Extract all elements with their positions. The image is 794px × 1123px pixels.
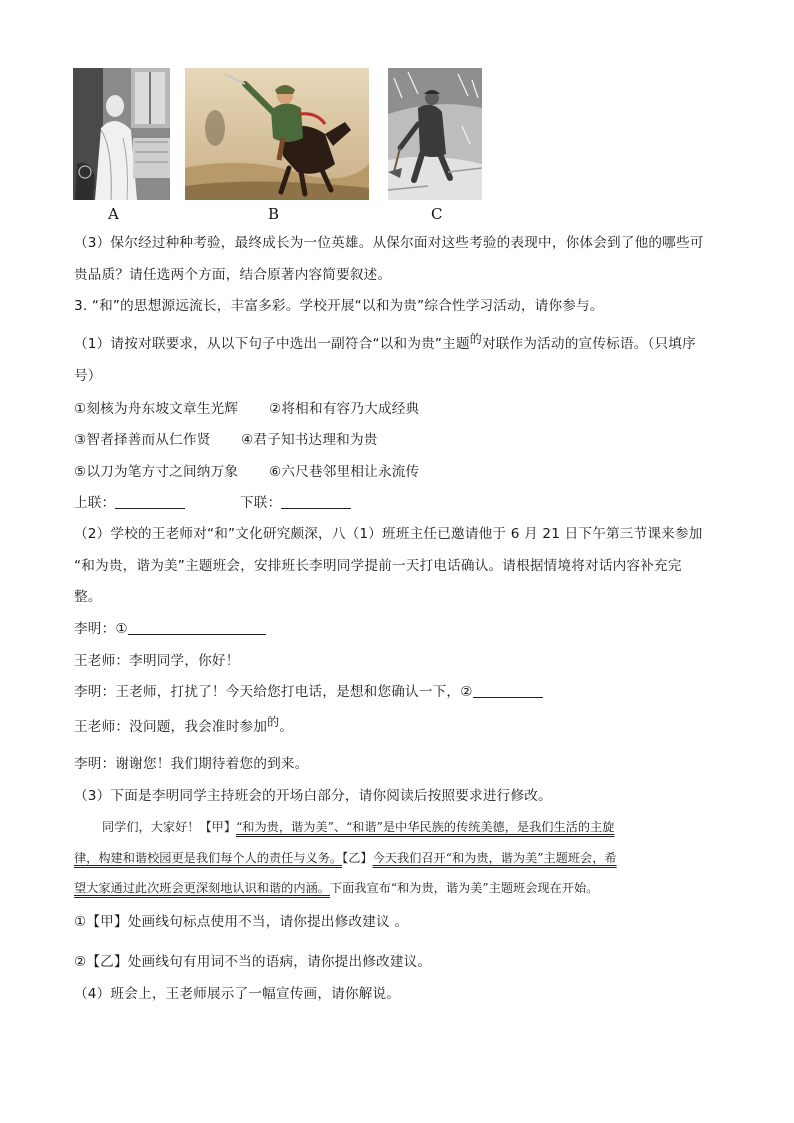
illustration-a [73,68,170,200]
dialog-line-4 [74,715,294,736]
lower-couplet-label: 下联： [240,495,282,511]
dialog-blank-2[interactable] [473,683,543,698]
part-1-prompt-line1 [74,332,696,353]
speech-line-3 [74,879,598,897]
q3-text-line2: 贵品质？请任选两个方面，结合原著内容简要叙述。 [74,267,392,283]
caption-c: C [431,205,443,223]
part-1-prompt-a: （1）请按对联要求，从以下句子中选出一副符合“以和为贵”主题 [74,336,470,352]
lower-couplet-answer [240,494,351,512]
lower-couplet-blank[interactable] [281,494,351,509]
part-2-prompt-line2: “和为贵，谐为美”主题班会，安排班长李明同学提前一天打电话确认。请根据情境将对话内容补充完 [74,558,682,574]
part-2-prompt-line1: （2）学校的王老师对“和”文化研究颇深，八（1）班班主任已邀请他于 6 月 21 日下午第三节课来参加 [74,526,703,542]
illustration-a-drawing [73,68,170,200]
part-2-prompt-line3: 整。 [74,589,102,605]
dialog-line-2: 王老师：李明同学，你好！ [74,653,240,669]
dialog-teacher-reply-de: 的 [267,715,280,729]
speech-closing: 下面我宣布“和为贵，谐为美”主题班会现在开始。 [329,881,599,895]
caption-b: B [268,205,280,223]
question-3-heading: 3. “和”的思想源远流长，丰富多彩。学校开展“以和为贵”综合性学习活动，请你参与。 [74,298,604,314]
option-4: ④君子知书达理和为贵 [241,432,378,448]
option-2: ②将相和有容乃大成经典 [269,401,420,417]
speech-sentence-yi: 今天我们召开“和为贵，谐为美”主题班会，希 [372,851,617,865]
speech-marker-yi: 【乙】 [342,851,373,865]
part-3-intro: （3）下面是李明同学主持班会的开场白部分，请你阅读后按照要求进行修改。 [74,788,552,804]
dialog-teacher-reply-b: 。 [279,719,294,735]
speech-sentence-jia: “和为贵，谐为美”、“和谐”是中华民族的传统美德，是我们生活的主旋 [236,820,615,834]
dialog-blank-1[interactable] [128,620,266,635]
speech-sentence-jia-cont: 律，构建和谐校园更是我们每个人的责任与义务。 [74,851,343,865]
option-3: ③智者择善而从仁作贤 [74,432,211,448]
part-1-prompt-line2: 号） [74,368,102,384]
upper-couplet-label: 上联： [74,495,116,511]
part-1-prompt-de: 的 [469,332,482,346]
illustration-b-drawing [185,68,369,200]
option-6: ⑥六尺巷邻里相让永流传 [269,464,420,480]
upper-couplet-blank[interactable] [115,494,185,509]
upper-couplet-answer [74,494,185,512]
part-3-question-1: ①【甲】处画线句标点使用不当，请你提出修改建议 。 [74,914,409,930]
speech-sentence-yi-cont: 望大家通过此次班会更深刻地认识和谐的内涵。 [74,881,330,895]
caption-a: A [108,205,119,223]
dialog-speaker-liming-1: 李明：① [74,621,128,637]
option-5: ⑤以刀为笔方寸之间纳万象 [74,464,239,480]
speech-greeting: 同学们，大家好！【甲】 [102,820,237,834]
dialog-line-5: 李明：谢谢您！我们期待着您的到来。 [74,756,309,772]
part-4-prompt: （4）班会上，王老师展示了一幅宣传画，请你解说。 [74,986,401,1002]
part-1-prompt-b: 对联作为活动的宣传标语。（只填序 [481,336,696,352]
q3-text-line1: （3）保尔经过种种考验，最终成长为一位英雄。从保尔面对这些考验的表现中，你体会到了他的哪些可 [74,235,704,251]
dialog-line-1 [74,620,266,638]
illustration-c [388,68,482,200]
speech-line-1 [102,818,614,836]
option-1: ①刻核为舟东坡文章生光辉 [74,401,239,417]
illustration-c-drawing [388,68,482,200]
dialog-line-3 [74,683,543,701]
illustration-b [185,68,369,200]
part-3-question-2: ②【乙】处画线句有用词不当的语病，请你提出修改建议。 [74,954,432,970]
dialog-speaker-liming-2: 李明：王老师，打扰了！今天给您打电话，是想和您确认一下，② [74,684,473,700]
dialog-teacher-reply-a: 王老师：没问题，我会准时参加 [74,719,268,735]
speech-line-2 [74,849,617,867]
